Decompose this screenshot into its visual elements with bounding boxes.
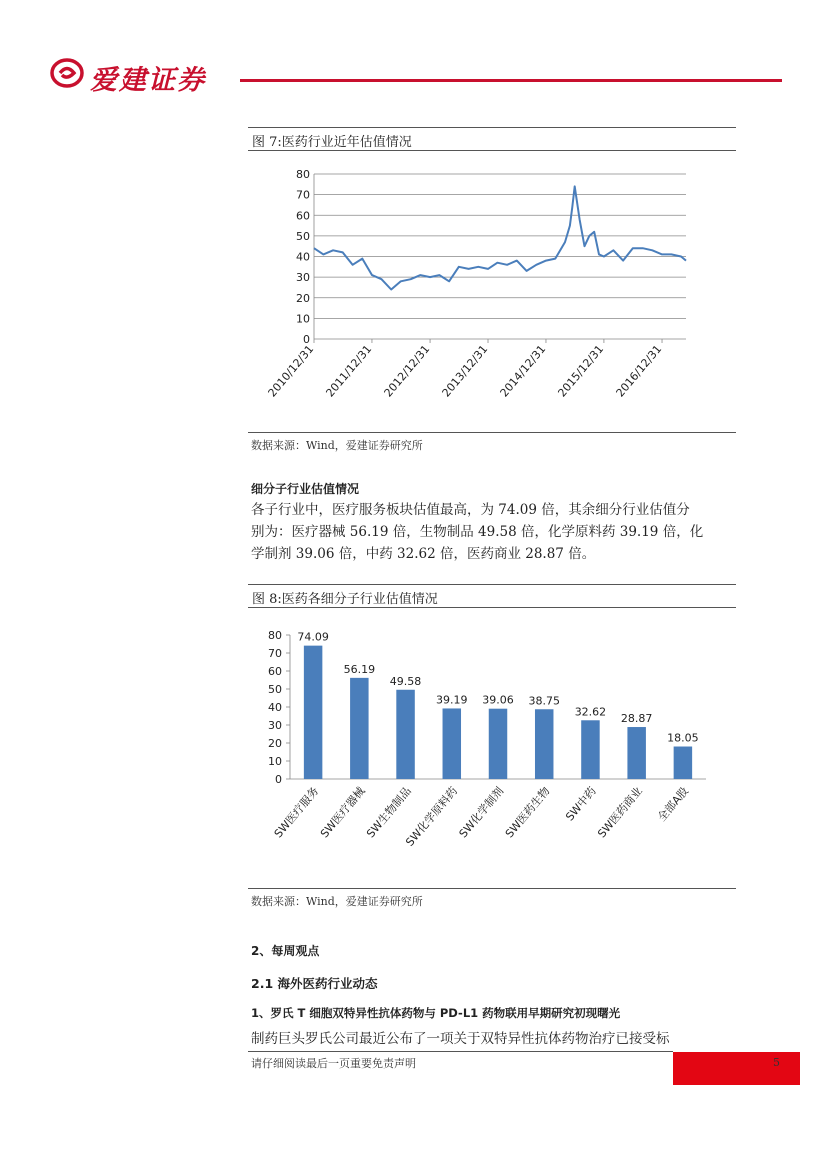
section-heading: 2、每周观点	[251, 944, 320, 958]
bar	[674, 747, 692, 779]
y-tick-label: 80	[268, 629, 282, 642]
page-number: 5	[773, 1056, 780, 1069]
data-label: 74.09	[297, 630, 329, 644]
bar	[304, 646, 322, 779]
subsection-2-1-heading: 2.1 海外医药行业动态	[251, 976, 378, 991]
header-rule	[240, 79, 782, 82]
x-tick-label: 2012/12/31	[381, 342, 433, 400]
data-label: 49.58	[389, 674, 422, 688]
subsection-heading: 细分子行业估值情况	[251, 482, 360, 496]
subsection-paragraph	[251, 499, 731, 565]
y-tick-label: 50	[296, 229, 310, 243]
y-tick-label: 10	[268, 755, 282, 768]
category-label: SW中药	[563, 784, 599, 824]
y-tick-label: 20	[296, 291, 310, 305]
y-tick-label: 0	[275, 773, 282, 786]
bar	[350, 678, 368, 779]
news-item-heading: 1、罗氏 T 细胞双特异性抗体药物与 PD-L1 药物联用早期研究初现曙光	[251, 1006, 621, 1020]
data-label: 32.62	[574, 705, 607, 719]
data-label: 28.87	[620, 712, 653, 726]
category-label: SW化学原料药	[403, 784, 461, 849]
y-tick-label: 70	[296, 188, 310, 202]
data-label: 38.75	[528, 694, 560, 708]
y-tick-label: 30	[268, 719, 282, 732]
category-label: SW医疗器械	[317, 784, 368, 841]
y-tick-label: 60	[296, 209, 310, 223]
bar	[535, 709, 553, 779]
y-tick-label: 80	[296, 168, 310, 181]
x-tick-label: 2013/12/31	[439, 342, 491, 400]
x-tick-label: 2011/12/31	[323, 342, 375, 400]
logo-text: 爱建证券	[90, 65, 206, 96]
bar	[627, 727, 645, 779]
logo-icon	[50, 58, 84, 88]
data-label: 18.05	[667, 731, 699, 745]
bar	[443, 708, 461, 779]
y-tick-label: 10	[296, 312, 310, 326]
paragraph-line: 各子行业中，医疗服务板块估值最高，为 74.09 倍，其余细分行业估值分	[251, 502, 690, 518]
y-tick-label: 70	[268, 647, 282, 660]
news-item-paragraph: 制药巨头罗氏公司最近公布了一项关于双特异性抗体药物治疗已接受标	[251, 1031, 670, 1047]
data-label: 39.19	[436, 693, 468, 707]
data-label: 39.06	[482, 693, 514, 707]
category-label: 全部A股	[655, 784, 692, 824]
footer-disclaimer: 请仔细阅读最后一页重要免责声明	[251, 1057, 416, 1070]
x-tick-label: 2014/12/31	[497, 342, 549, 400]
figure-7-bottom-rule	[248, 432, 736, 433]
y-tick-label: 0	[303, 333, 310, 346]
category-label: SW医药商业	[595, 784, 645, 841]
footer-red-block	[673, 1052, 800, 1085]
category-label: SW医药生物	[502, 784, 553, 841]
figure-7-line-chart	[250, 160, 736, 430]
page-header	[50, 58, 790, 96]
category-label: SW生物制品	[364, 784, 414, 841]
paragraph-line: 别为：医疗器械 56.19 倍，生物制品 49.58 倍，化学原料药 39.19 倍，化	[251, 524, 704, 540]
series-line	[314, 186, 686, 289]
figure-8-source: 数据来源：Wind，爱建证券研究所	[251, 895, 423, 908]
footer-rule	[248, 1051, 673, 1052]
figure-8-title: 图 8:医药各细分子行业估值情况	[248, 584, 736, 608]
y-tick-label: 20	[268, 737, 282, 750]
y-tick-label: 40	[268, 701, 282, 714]
figure-7-title: 图 7:医药行业近年估值情况	[248, 127, 736, 151]
bar	[489, 709, 507, 779]
data-label: 56.19	[343, 662, 376, 676]
category-label: SW化学制剂	[456, 784, 507, 841]
x-tick-label: 2015/12/31	[555, 342, 607, 400]
bar	[581, 720, 599, 779]
bar	[396, 690, 414, 779]
y-tick-label: 30	[296, 271, 310, 285]
x-tick-label: 2010/12/31	[265, 342, 317, 400]
category-label: SW医疗服务	[271, 784, 322, 841]
y-tick-label: 40	[296, 250, 310, 264]
y-tick-label: 50	[268, 683, 282, 696]
y-tick-label: 60	[268, 665, 282, 678]
figure-7-source: 数据来源：Wind，爱建证券研究所	[251, 439, 423, 452]
figure-8-bottom-rule	[248, 888, 736, 889]
figure-8-bar-chart	[250, 615, 736, 887]
x-tick-label: 2016/12/31	[613, 342, 665, 400]
paragraph-line: 学制剂 39.06 倍，中药 32.62 倍，医药商业 28.87 倍。	[251, 546, 596, 562]
